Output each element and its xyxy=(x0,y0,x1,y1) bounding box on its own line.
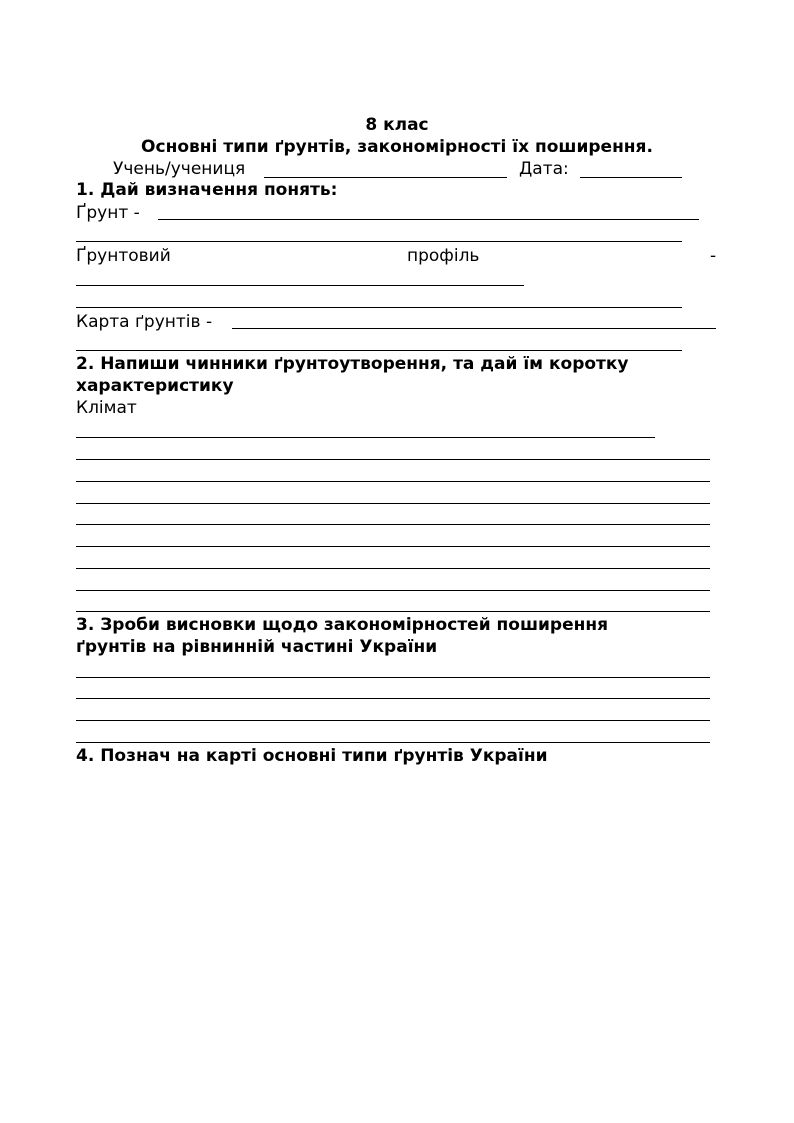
term-soil-answer-line[interactable] xyxy=(158,219,699,220)
grade-heading: 8 клас xyxy=(365,115,429,135)
worksheet-title: Основні типи ґрунтів, закономірності їх поширення. xyxy=(141,137,653,157)
factor-climate-label: Клімат xyxy=(76,398,137,418)
date-field[interactable] xyxy=(580,177,682,178)
task2-answer-line[interactable] xyxy=(76,524,710,525)
term-map-answer-line[interactable] xyxy=(76,350,682,351)
task2-answer-line[interactable] xyxy=(76,481,710,482)
term-soil-label: Ґрунт - xyxy=(76,203,140,223)
task2-heading-line2: характеристику xyxy=(76,376,234,396)
term-profile-label-word2: профіль xyxy=(407,246,480,266)
term-profile-label-word1: Ґрунтовий xyxy=(76,246,171,266)
task3-heading-line1: 3. Зроби висновки щодо закономірностей поширення xyxy=(76,615,609,635)
task2-answer-line[interactable] xyxy=(76,459,710,460)
term-soil-answer-line[interactable] xyxy=(76,241,682,242)
term-profile-answer-line[interactable] xyxy=(76,285,524,286)
task4-heading: 4. Познач на карті основні типи ґрунтів України xyxy=(76,746,548,766)
task3-answer-line[interactable] xyxy=(76,677,710,678)
task3-heading-line2: ґрунтів на рівнинній частині України xyxy=(76,637,438,657)
task1-heading: 1. Дай визначення понять: xyxy=(76,180,338,200)
term-map-answer-line[interactable] xyxy=(232,328,716,329)
task2-answer-line[interactable] xyxy=(76,503,710,504)
task3-answer-line[interactable] xyxy=(76,742,710,743)
task2-heading-line1: 2. Напиши чинники ґрунтоутворення, та дай їм коротку xyxy=(76,354,629,374)
task3-answer-line[interactable] xyxy=(76,698,710,699)
term-profile-answer-line[interactable] xyxy=(76,307,682,308)
task2-answer-line[interactable] xyxy=(76,546,710,547)
task2-answer-line[interactable] xyxy=(76,590,710,591)
task2-answer-line[interactable] xyxy=(76,568,710,569)
student-name-field[interactable] xyxy=(264,177,507,178)
task2-answer-line[interactable] xyxy=(76,437,655,438)
term-profile-dash: - xyxy=(710,246,717,266)
student-label: Учень/учениця xyxy=(113,159,246,179)
task2-answer-line[interactable] xyxy=(76,611,710,612)
term-map-label: Карта ґрунтів - xyxy=(76,312,213,332)
task3-answer-line[interactable] xyxy=(76,720,710,721)
date-label: Дата: xyxy=(519,159,569,179)
